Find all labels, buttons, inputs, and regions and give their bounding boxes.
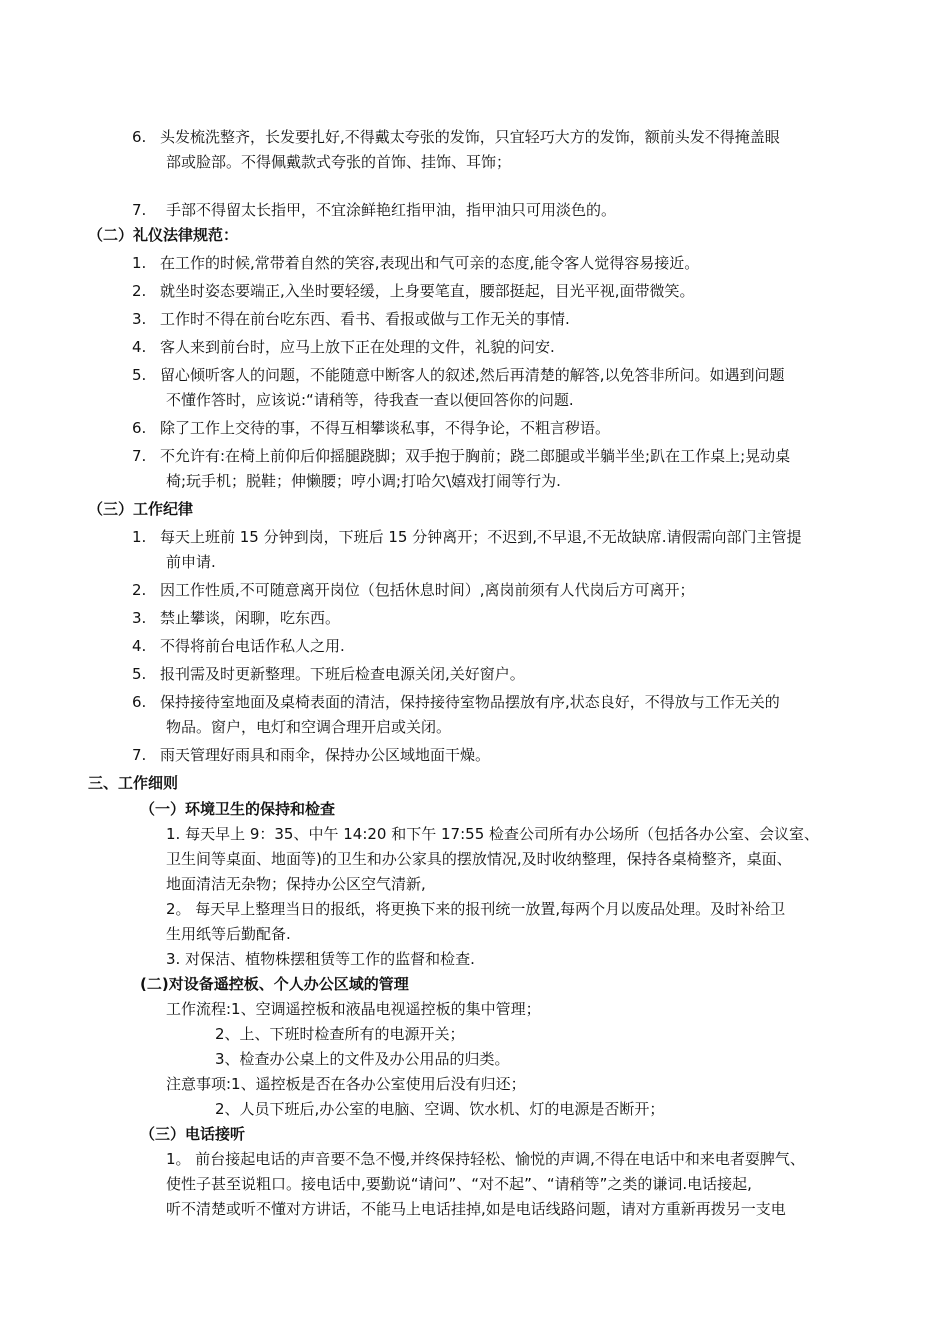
list-number: 2.	[132, 282, 147, 300]
list-number: 5.	[132, 366, 147, 384]
paragraph-line: 地面清洁无杂物；保持办公区空气清新,	[166, 875, 426, 893]
list-item-text: 物品。窗户，电灯和空调合理开启或关闭。	[166, 718, 452, 736]
paragraph-line: 1。 前台接起电话的声音要不急不慢,并终保持轻松、愉悦的声调,不得在电话中和来电者耍脾气、	[166, 1150, 805, 1168]
list-item-text: 雨天管理好雨具和雨伞，保持办公区域地面干燥。	[160, 746, 491, 764]
list-item-text: 前申请.	[166, 553, 216, 571]
paragraph-line: 工作流程:1、空调遥控板和液晶电视遥控板的集中管理；	[166, 1000, 541, 1018]
list-number: 6.	[132, 419, 147, 437]
subsection-heading: （一）环境卫生的保持和检查	[140, 800, 336, 818]
list-number: 6.	[132, 128, 147, 146]
list-item-text: 禁止攀谈，闲聊，吃东西。	[160, 609, 341, 627]
list-number: 7.	[132, 447, 147, 465]
section-heading: （二）礼仪法律规范：	[88, 226, 239, 244]
list-item-text: 工作时不得在前台吃东西、看书、看报或做与工作无关的事情.	[160, 310, 570, 328]
list-number: 2.	[132, 581, 147, 599]
list-item-text: 每天上班前 15 分钟到岗，下班后 15 分钟离开；不迟到,不早退,不无故缺席.请假需向部门主管提	[160, 528, 802, 546]
paragraph-line: 使性子甚至说粗口。接电话中,要勤说“请问”、“对不起”、“请稍等”之类的谦词.电话接起,	[166, 1175, 752, 1193]
list-item-text: 留心倾听客人的问题，不能随意中断客人的叙述,然后再清楚的解答,以免答非所问。如遇到问题	[160, 366, 785, 384]
list-number: 5.	[132, 665, 147, 683]
list-number: 4.	[132, 338, 147, 356]
list-number: 7.	[132, 201, 147, 219]
paragraph-line: 3. 对保洁、植物株摆租赁等工作的监督和检查.	[166, 950, 475, 968]
list-item-text: 在工作的时候,常带着自然的笑容,表现出和气可亲的态度,能令客人觉得容易接近。	[160, 254, 700, 272]
list-number: 7.	[132, 746, 147, 764]
list-item-text: 头发梳洗整齐，长发要扎好,不得戴太夸张的发饰，只宜轻巧大方的发饰，额前头发不得掩盖眼	[160, 128, 780, 146]
list-number: 1.	[132, 528, 147, 546]
subsection-heading: （三）电话接听	[140, 1125, 246, 1143]
paragraph-line: 生用纸等后勤配备.	[166, 925, 291, 943]
paragraph-line: 卫生间等桌面、地面等)的卫生和办公家具的摆放情况,及时收纳整理，保持各桌椅整齐，桌面、	[166, 850, 792, 868]
chapter-heading: 三、工作细则	[88, 774, 179, 792]
list-item-text: 部或脸部。不得佩戴款式夸张的首饰、挂饰、耳饰；	[166, 153, 512, 171]
paragraph-line: 注意事项:1、遥控板是否在各办公室使用后没有归还；	[166, 1075, 526, 1093]
section-heading: （三）工作纪律	[88, 500, 194, 518]
list-number: 3.	[132, 310, 147, 328]
list-item-text: 报刊需及时更新整理。下班后检查电源关闭,关好窗户。	[160, 665, 525, 683]
list-item-text: 椅;玩手机；脱鞋；伸懒腰；哼小调;打哈欠\嬉戏打闹等行为.	[166, 472, 561, 490]
paragraph-line: 2、人员下班后,办公室的电脑、空调、饮水机、灯的电源是否断开；	[215, 1100, 665, 1118]
list-number: 1.	[132, 254, 147, 272]
list-number: 4.	[132, 637, 147, 655]
subsection-heading: (二)对设备遥控板、个人办公区域的管理	[140, 975, 409, 993]
paragraph-line: 1. 每天早上 9：35、中午 14:20 和下午 17:55 检查公司所有办公场所（包括各办公室、会议室、	[166, 825, 820, 843]
list-item-text: 因工作性质,不可随意离开岗位（包括休息时间）,离岗前须有人代岗后方可离开；	[160, 581, 695, 599]
paragraph-line: 2。 每天早上整理当日的报纸，将更换下来的报刊统一放置,每两个月以废品处理。及时补给卫	[166, 900, 786, 918]
paragraph-line: 听不清楚或听不懂对方讲话，不能马上电话挂掉,如是电话线路问题，请对方重新再拨另一支电	[166, 1200, 786, 1218]
list-item-text: 除了工作上交待的事，不得互相攀谈私事，不得争论，不粗言秽语。	[160, 419, 611, 437]
list-item-text: 不得将前台电话作私人之用.	[160, 637, 345, 655]
list-item-text: 客人来到前台时，应马上放下正在处理的文件，礼貌的问安.	[160, 338, 555, 356]
list-item-text: 手部不得留太长指甲，不宜涂鲜艳红指甲油，指甲油只可用淡色的。	[166, 201, 617, 219]
list-item-text: 保持接待室地面及桌椅表面的清洁，保持接待室物品摆放有序,状态良好，不得放与工作无关的	[160, 693, 780, 711]
paragraph-line: 2、上、下班时检查所有的电源开关；	[215, 1025, 465, 1043]
list-item-text: 不允许有:在椅上前仰后仰摇腿跷脚；双手抱于胸前；跷二郎腿或半躺半坐;趴在工作桌上;晃动桌	[160, 447, 791, 465]
list-item-text: 不懂作答时，应该说:“请稍等，待我查一查以便回答你的问题.	[166, 391, 574, 409]
list-item-text: 就坐时姿态要端正,入坐时要轻缓，上身要笔直，腰部挺起，目光平视,面带微笑。	[160, 282, 695, 300]
list-number: 3.	[132, 609, 147, 627]
list-number: 6.	[132, 693, 147, 711]
paragraph-line: 3、检查办公桌上的文件及办公用品的归类。	[215, 1050, 510, 1068]
